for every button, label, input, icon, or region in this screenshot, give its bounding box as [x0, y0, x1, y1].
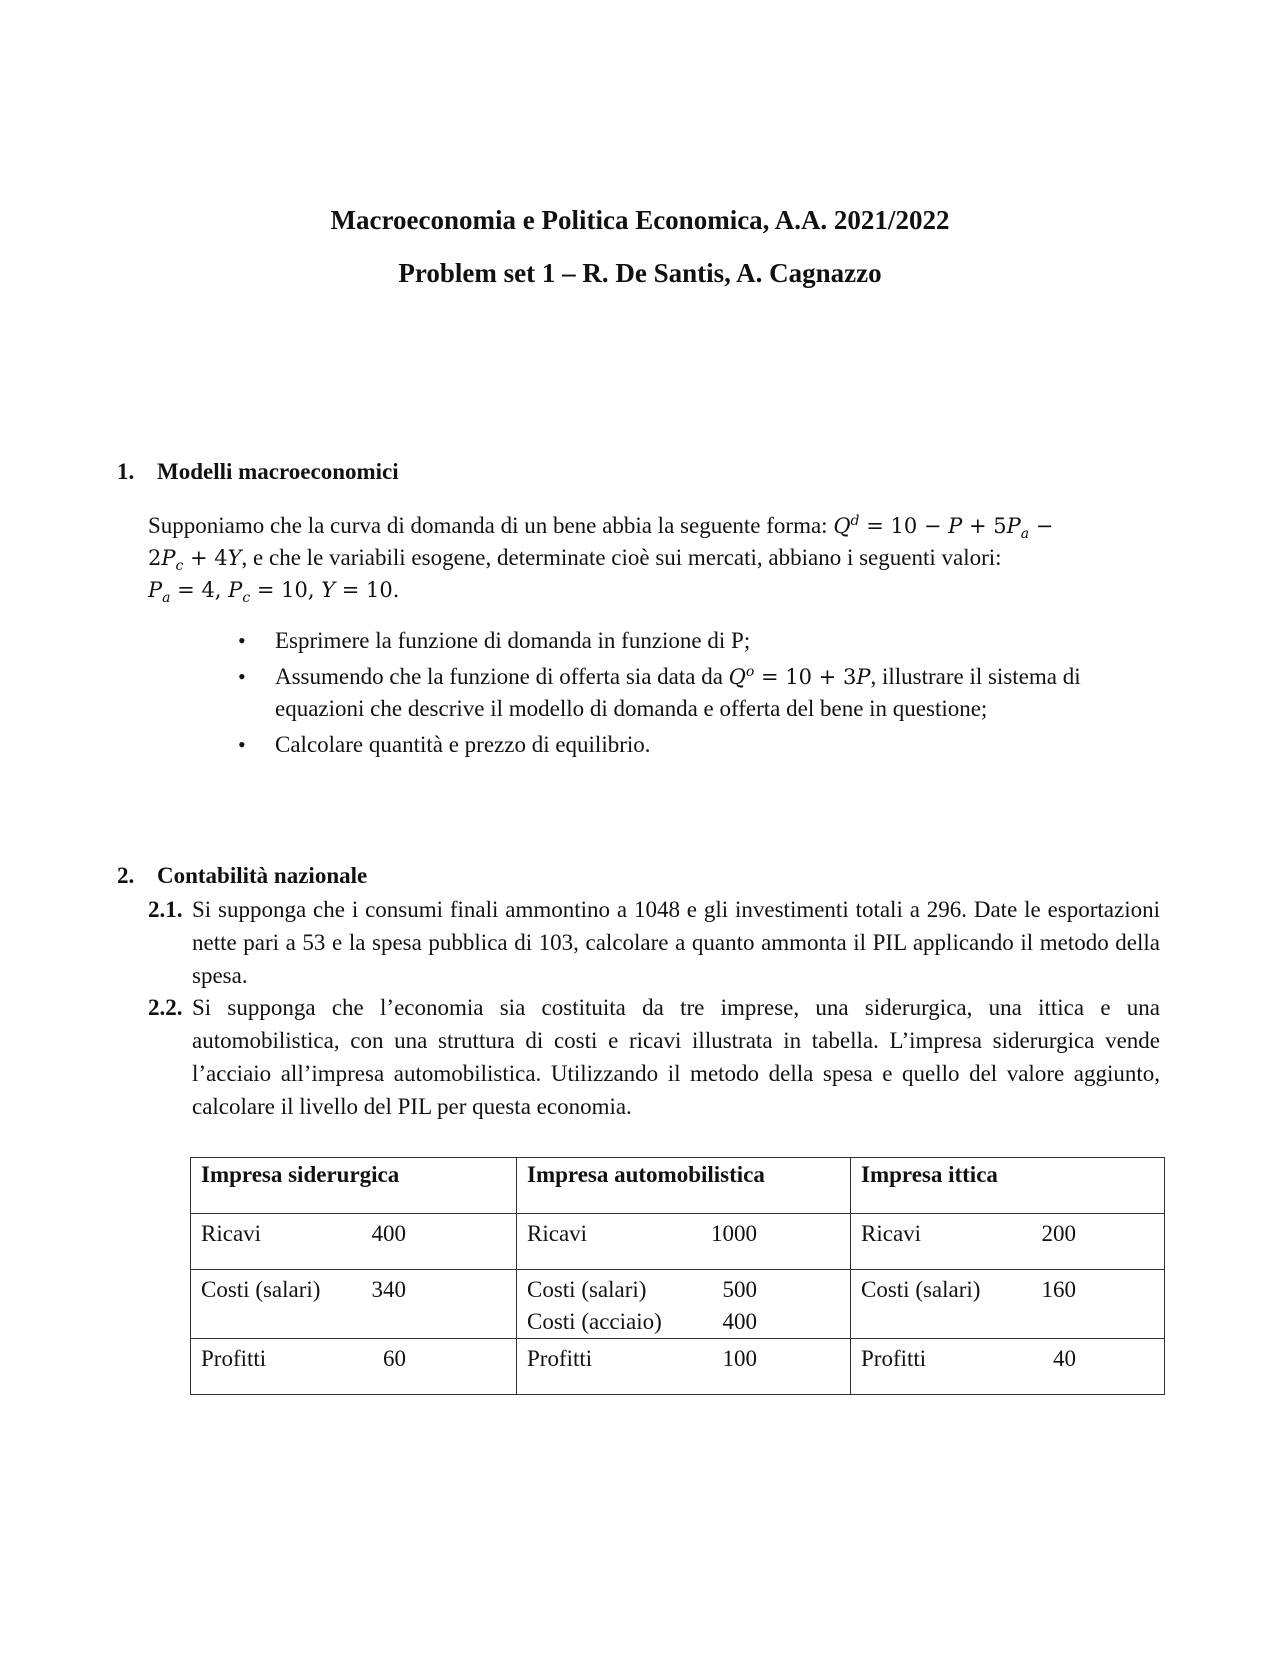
section-2-number: 2.: [117, 863, 135, 888]
section-1-heading: [117, 457, 399, 487]
ricavi-label: Ricavi: [861, 1221, 922, 1246]
salari-label: Costi (salari): [201, 1277, 321, 1302]
ricavi-value: 200: [1041, 1221, 1076, 1246]
exogenous-values: $P_a = 4$, $P_c = 10$, Y = 10.: [148, 578, 400, 607]
ricavi-label: Ricavi: [201, 1221, 262, 1246]
profitti-value: 60: [383, 1346, 406, 1371]
section-2-heading: [117, 861, 367, 891]
document-subtitle: Problem set 1 – R. De Santis, A. Cagnazzo: [398, 258, 882, 288]
section-2-title: Contabilità nazionale: [157, 863, 368, 888]
paragraph-line-2: $2P_c + 4Y$, e che le variabili esogene, determinate cioè sui mercati, abbiano i seguenti valori:: [148, 545, 1002, 575]
profitti-label: Profitti: [861, 1346, 927, 1371]
bullet-icon: •: [238, 664, 246, 689]
salari-value: 160: [1041, 1277, 1076, 1302]
table-header-row: [191, 1158, 1165, 1214]
exercise-number: 2.2.: [148, 995, 183, 1020]
salari-label: Costi (salari): [861, 1277, 981, 1302]
exercise-text: Si supponga che l’economia sia costituita da tre imprese, una siderurgica, una ittica e una automobilistica, con una struttura di costi e ricavi illustrata in tabella. L’impresa siderurgica vende l’acciaio all’impresa automobilistica. Utilizzando il metodo della spesa e quello del valore aggiunto, calcolare il livello del PIL per questa economia.: [192, 995, 1160, 1119]
profitti-value: 100: [722, 1346, 757, 1371]
demand-equation-part-1: $Q^d = 10 - P + 5P_a$ −: [833, 513, 1054, 543]
header-steel-firm: Impresa siderurgica: [191, 1158, 517, 1214]
exercise-2-2: [148, 991, 1160, 1123]
profitti-value: 40: [1053, 1346, 1076, 1371]
table-row: [191, 1339, 1165, 1395]
acciaio-value: 400: [722, 1309, 757, 1334]
profitti-label: Profitti: [527, 1346, 593, 1371]
list-item: • Esprimere la funzione di domanda in funzione di P;: [238, 625, 1158, 657]
salari-label: Costi (salari): [527, 1277, 647, 1302]
bullet-icon: •: [238, 732, 246, 757]
salari-value: 500: [722, 1277, 757, 1302]
acciaio-label: Costi (acciaio): [527, 1309, 662, 1334]
header-auto-firm: Impresa automobilistica: [517, 1158, 851, 1214]
exercise-number: 2.1.: [148, 897, 183, 922]
section-1-number: 1.: [117, 459, 135, 484]
profitti-label: Profitti: [201, 1346, 267, 1371]
header-fish-firm: Impresa ittica: [851, 1158, 1165, 1214]
ricavi-value: 1000: [711, 1221, 757, 1246]
section-1-title: Modelli macroeconomici: [157, 459, 399, 484]
bullet-icon: •: [238, 628, 246, 653]
exercise-2-1: [148, 893, 1160, 992]
supply-equation: $Q^o = 10 + 3P$: [728, 664, 871, 689]
exercise-text: Si supponga che i consumi finali ammontino a 1048 e gli investimenti totali a 296. Date le esportazioni nette pari a 53 e la spesa pubblica di 103, calcolare a quanto ammonta il PIL applicando il metodo della spesa.: [192, 897, 1160, 988]
demand-equation-part-2: $2P_c + 4Y$: [148, 546, 242, 575]
salari-value: 340: [371, 1277, 406, 1302]
section-1-bullet-list: [238, 625, 1158, 765]
table-row: [191, 1270, 1165, 1339]
firms-table: [190, 1157, 1165, 1395]
section-1-paragraph: [148, 510, 1138, 606]
ricavi-label: Ricavi: [527, 1221, 588, 1246]
list-item: • Assumendo che la funzione di offerta sia data da $Q^o = 10 + 3P$, illustrare il sistema di equazioni che descrive il modello di domanda e offerta del bene in questione;: [238, 661, 1158, 725]
ricavi-value: 400: [371, 1221, 406, 1246]
document-title: Macroeconomia e Politica Economica, A.A. 2021/2022: [330, 205, 950, 235]
paragraph-line-1: Supponiamo che la curva di domanda di un bene abbia la seguente forma: $Q^d = 10 - P + 5P_a$ −: [148, 513, 1054, 543]
list-item: • Calcolare quantità e prezzo di equilibrio.: [238, 729, 1158, 761]
paragraph-line-3: [148, 574, 1138, 606]
table-row: [191, 1214, 1165, 1270]
